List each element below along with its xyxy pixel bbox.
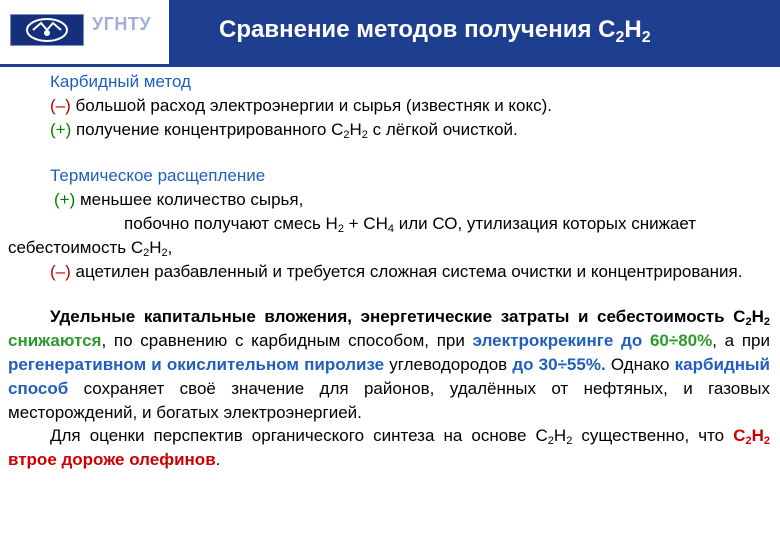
carbide-plus-line: (+) получение концентрированного $С_2Н_2$ с лёгкой очисткой. — [50, 119, 518, 141]
conclusion-paragraph: Для оценки перспектив органического синтеза на основе $С_2Н_2$ существенно, что $С_2Н_2$ втрое дороже олефинов. — [8, 426, 770, 470]
thermal-cost-line: себестоимость $С_2Н_2$, — [8, 237, 173, 259]
carbide-minus-line: (–) большой расход электроэнергии и сырья (известняк и кокс). — [50, 95, 553, 115]
university-logo — [0, 0, 165, 64]
header-divider — [0, 64, 780, 67]
thermal-plus-line: (+) меньшее количество сырья, — [54, 190, 304, 210]
thermal-heading: Термическое расщепление — [50, 166, 266, 186]
slide-body — [8, 70, 770, 472]
slide-header — [0, 0, 780, 64]
logo-text: УГНТУ — [92, 14, 152, 34]
thermal-minus-line: (–) ацетилен разбавленный и требуется сложная система очистки и концентрирования. — [50, 261, 743, 281]
title-bar — [166, 0, 780, 64]
carbide-heading: Карбидный метод — [50, 72, 191, 91]
emblem-icon — [10, 14, 84, 46]
slide-title: Сравнение методов получения $С_2Н_2$ — [219, 16, 651, 46]
summary-paragraph: Удельные капитальные вложения, энергетические затраты и себестоимость $С_2Н_2$ снижаются, по сравнению с карбидным способом, при электрокрекинге до 60÷80%, а при регенеративном и окислительном пиролизе углеводородов до 30÷55%. Однако карбидный способ сохраняет своё значение для районов, удалённых от нефтяных, и газовых месторождений, и богатых электроэнергией. — [8, 307, 771, 422]
thermal-byproduct-line: побочно получают смесь $Н_2 + СН_4$ или СО, утилизация которых снижает — [124, 213, 697, 235]
